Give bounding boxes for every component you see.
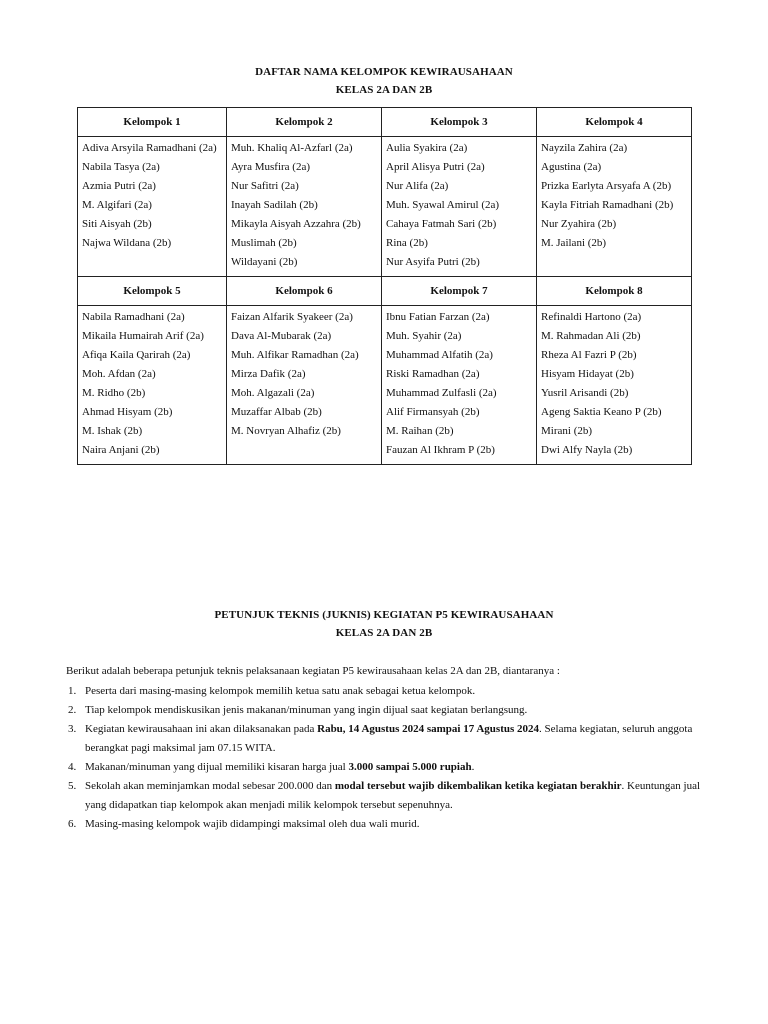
- juknis-item-number: 3.: [68, 723, 77, 735]
- group-member: Moh. Afdan (2a): [82, 368, 156, 380]
- juknis-item-text: . Selama kegiatan, seluruh anggota berangkat pagi maksimal jam 07.15 WITA.: [85, 723, 693, 754]
- juknis-item: [66, 701, 706, 720]
- group-member: Muslimah (2b): [231, 237, 297, 249]
- group-name: Kelompok 7: [382, 277, 537, 306]
- group-member-list: [382, 306, 537, 465]
- group-member-list: [78, 137, 227, 277]
- juknis-item-number: 2.: [68, 704, 77, 716]
- group-name: Kelompok 3: [382, 108, 537, 137]
- group-member-list: [537, 137, 692, 277]
- group-member: M. Ridho (2b): [82, 387, 146, 399]
- group-members-row: [78, 306, 692, 465]
- group-member: Ayra Musfira (2a): [231, 161, 311, 173]
- group-member-list: [227, 306, 382, 465]
- group-member: Nayzila Zahira (2a): [541, 142, 628, 154]
- juknis-item-text: Peserta dari masing-masing kelompok memilih ketua satu anak sebagai ketua kelompok.: [85, 685, 476, 697]
- juknis-intro: Berikut adalah beberapa petunjuk teknis pelaksanaan kegiatan P5 kewirausahaan kelas 2A dan 2B, diantaranya :: [66, 665, 560, 677]
- juknis-item-text: .: [471, 761, 475, 773]
- group-member: Refinaldi Hartono (2a): [541, 311, 642, 323]
- group-member: M. Novryan Alhafiz (2b): [231, 425, 341, 437]
- group-member: Muh. Syawal Amirul (2a): [386, 199, 500, 211]
- juknis-item: [66, 720, 706, 758]
- juknis-item-text: Kegiatan kewirausahaan ini akan dilaksanakan pada: [85, 723, 318, 735]
- group-member: Mikaila Humairah Arif (2a): [82, 330, 204, 342]
- group-member: Mirani (2b): [541, 425, 593, 437]
- group-member: Rheza Al Fazri P (2b): [541, 349, 637, 361]
- group-member: Muh. Alfikar Ramadhan (2a): [231, 349, 359, 361]
- juknis-item-number: 4.: [68, 761, 77, 773]
- group-name: Kelompok 5: [78, 277, 227, 306]
- group-member: Nur Alifa (2a): [386, 180, 449, 192]
- group-member: M. Algifari (2a): [82, 199, 152, 211]
- group-member: Nur Safitri (2a): [231, 180, 299, 192]
- juknis-item-number: 5.: [68, 780, 77, 792]
- group-member: Alif Firmansyah (2b): [386, 406, 480, 418]
- group-member: Cahaya Fatmah Sari (2b): [386, 218, 497, 230]
- group-member: Ibnu Fatian Farzan (2a): [386, 311, 490, 323]
- group-member: Najwa Wildana (2b): [82, 237, 172, 249]
- group-member: Rina (2b): [386, 237, 428, 249]
- juknis-item-text: Sekolah akan meminjamkan modal sebesar 200.000 dan: [85, 780, 335, 792]
- group-member: Agustina (2a): [541, 161, 602, 173]
- group-header-row: [78, 277, 692, 306]
- juknis-title: PETUNJUK TEKNIS (JUKNIS) KEGIATAN P5 KEWIRAUSAHAAN: [214, 609, 554, 621]
- group-member: Nabila Ramadhani (2a): [82, 311, 185, 323]
- group-member-list: [537, 306, 692, 465]
- group-member: Ahmad Hisyam (2b): [82, 406, 173, 418]
- juknis-item-emphasis: modal tersebut wajib dikembalikan ketika kegiatan berakhir: [334, 780, 622, 792]
- group-member: Muzaffar Albab (2b): [231, 406, 322, 418]
- group-name: Kelompok 1: [78, 108, 227, 137]
- juknis-item-number: 1.: [68, 685, 77, 697]
- group-member: Kayla Fitriah Ramadhani (2b): [541, 199, 674, 211]
- group-member: Prizka Earlyta Arsyafa A (2b): [541, 180, 672, 192]
- juknis-item-text: Tiap kelompok mendiskusikan jenis makanan/minuman yang ingin dijual saat kegiatan berlangsung.: [85, 704, 528, 716]
- group-member: Faizan Alfarik Syakeer (2a): [231, 311, 353, 323]
- juknis-item-number: 6.: [68, 818, 77, 830]
- group-name: Kelompok 6: [227, 277, 382, 306]
- juknis-item-emphasis: Rabu, 14 Agustus 2024 sampai 17 Agustus 2024: [317, 723, 540, 735]
- juknis-item-text: . Keuntungan jual yang didapatkan tiap kelompok akan menjadi milik kelompok tersebut sepenuhnya.: [85, 780, 701, 811]
- group-member: Afiqa Kaila Qarirah (2a): [82, 349, 191, 361]
- juknis-item: [66, 682, 706, 701]
- group-member: Naira Anjani (2b): [82, 444, 160, 456]
- group-member: Wildayani (2b): [231, 256, 298, 268]
- group-name: Kelompok 8: [537, 277, 692, 306]
- group-member-list: [382, 137, 537, 277]
- group-member: Siti Aisyah (2b): [82, 218, 152, 230]
- group-member: Mirza Dafik (2a): [231, 368, 306, 380]
- juknis-item-text: Masing-masing kelompok wajib didampingi maksimal oleh dua wali murid.: [85, 818, 420, 830]
- document-subtitle: KELAS 2A DAN 2B: [335, 84, 433, 96]
- group-name: Kelompok 2: [227, 108, 382, 137]
- group-member: Nur Zyahira (2b): [541, 218, 617, 230]
- group-member: Azmia Putri (2a): [82, 180, 156, 192]
- group-member: Fauzan Al Ikhram P (2b): [386, 444, 495, 456]
- group-member: Dwi Alfy Nayla (2b): [541, 444, 633, 456]
- group-member: Nabila Tasya (2a): [82, 161, 160, 173]
- juknis-item-text: Makanan/minuman yang dijual memiliki kisaran harga jual: [85, 761, 349, 773]
- juknis-list: [66, 682, 706, 834]
- group-member: Nur Asyifa Putri (2b): [386, 256, 480, 268]
- group-member: Moh. Algazali (2a): [231, 387, 315, 399]
- group-table: [77, 107, 692, 465]
- group-header-row: [78, 108, 692, 137]
- group-member: Inayah Sadilah (2b): [231, 199, 318, 211]
- group-members-row: [78, 137, 692, 277]
- group-member: April Alisya Putri (2a): [386, 161, 485, 173]
- juknis-item: [66, 777, 706, 815]
- juknis-item: [66, 758, 706, 777]
- group-member: Ageng Saktia Keano P (2b): [541, 406, 662, 418]
- group-member: Riski Ramadhan (2a): [386, 368, 480, 380]
- group-member: Aulia Syakira (2a): [386, 142, 468, 154]
- group-member: Muh. Khaliq Al-Azfarl (2a): [231, 142, 353, 154]
- document-title: DAFTAR NAMA KELOMPOK KEWIRAUSAHAAN: [255, 66, 513, 78]
- group-member: Muhammad Zulfasli (2a): [386, 387, 497, 399]
- group-member: Hisyam Hidayat (2b): [541, 368, 634, 380]
- juknis-item: [66, 815, 706, 834]
- group-member: Yusril Arisandi (2b): [541, 387, 629, 399]
- juknis-item-emphasis: 3.000 sampai 5.000 rupiah: [348, 761, 472, 773]
- group-member-list: [227, 137, 382, 277]
- group-name: Kelompok 4: [537, 108, 692, 137]
- group-member: Dava Al-Mubarak (2a): [231, 330, 332, 342]
- group-member-list: [78, 306, 227, 465]
- group-member: M. Rahmadan Ali (2b): [541, 330, 641, 342]
- group-member: M. Raihan (2b): [386, 425, 454, 437]
- group-member: Mikayla Aisyah Azzahra (2b): [231, 218, 361, 230]
- group-member: Adiva Arsyila Ramadhani (2a): [82, 142, 217, 154]
- group-member: M. Jailani (2b): [541, 237, 607, 249]
- group-member: Muh. Syahir (2a): [386, 330, 462, 342]
- group-member: M. Ishak (2b): [82, 425, 143, 437]
- group-member: Muhammad Alfatih (2a): [386, 349, 493, 361]
- juknis-subtitle: KELAS 2A DAN 2B: [335, 627, 433, 639]
